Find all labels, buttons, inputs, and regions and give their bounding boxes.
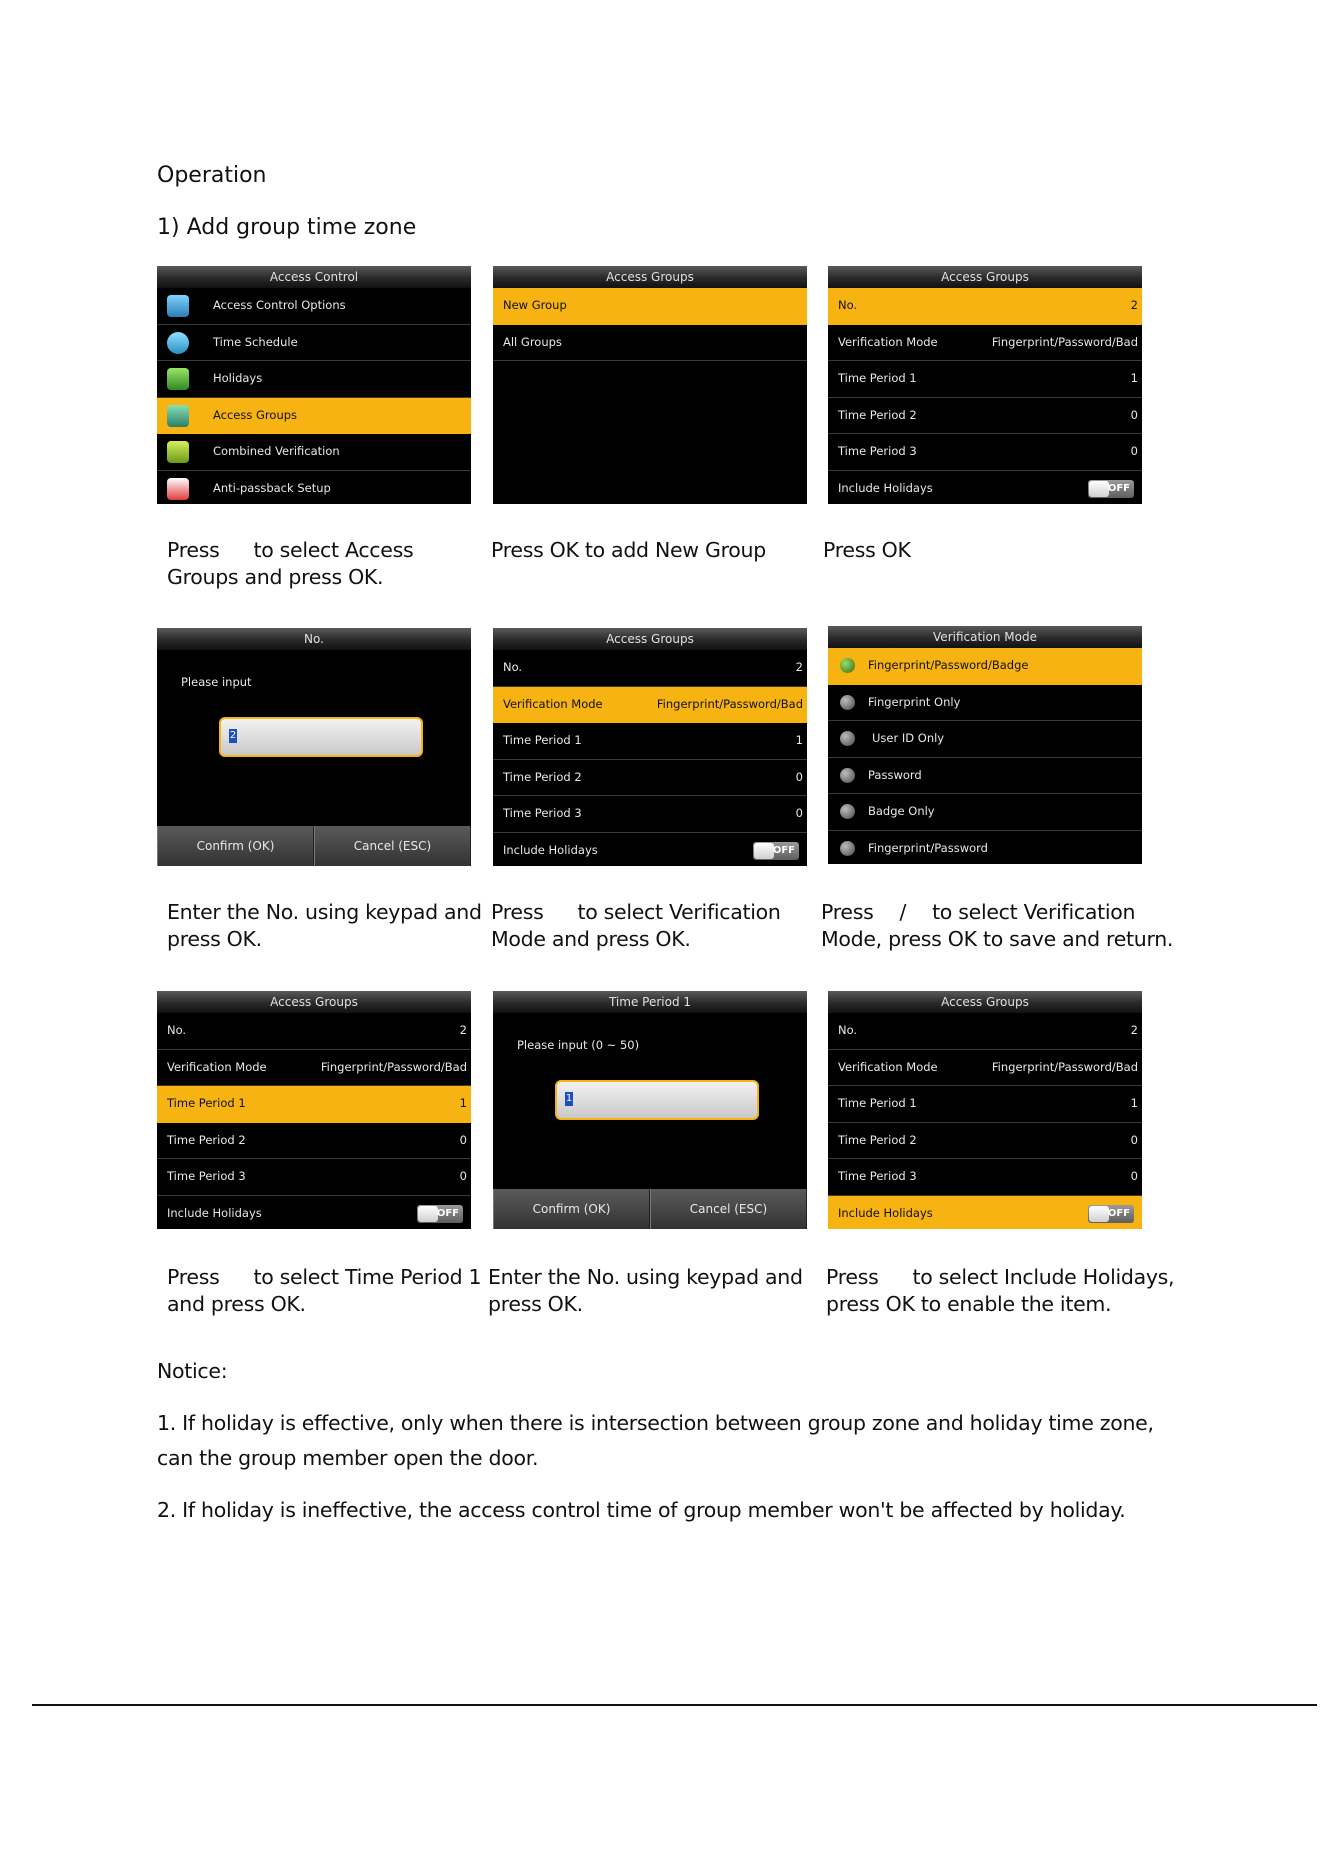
menu-item-all-groups[interactable]: All Groups — [493, 325, 807, 362]
screen-access-groups-form-3 — [157, 991, 471, 1229]
menu-item-access-groups[interactable]: Access Groups — [157, 398, 471, 435]
notice-paragraph-2: 2. If holiday is ineffective, the access control time of group member won't be affected by holiday. — [157, 1498, 1126, 1522]
field-include-holidays[interactable]: Include Holidays OFF — [828, 471, 1142, 505]
caption-step-4: Enter the No. using keypad and press OK. — [167, 900, 482, 951]
field-time-period-1[interactable]: Time Period 1 1 — [828, 1086, 1142, 1123]
notice-title: Notice: — [157, 1359, 228, 1383]
screen-no-input — [157, 628, 471, 866]
screen-access-groups-form-2 — [493, 628, 807, 866]
caption-step-8: Enter the No. using keypad and press OK. — [488, 1265, 803, 1316]
footer-divider — [32, 1704, 1317, 1706]
input-prompt: Please input (0 ~ 50) — [517, 1038, 640, 1052]
field-no[interactable]: No. 2 — [493, 650, 807, 687]
holidays-toggle[interactable]: OFF — [753, 842, 799, 860]
combined-verification-icon — [167, 441, 189, 463]
screen-title: Verification Mode — [828, 626, 1142, 648]
caption-step-7: Press to select Time Period 1 and press OK. — [167, 1265, 482, 1316]
field-include-holidays[interactable]: Include Holidays OFF — [157, 1196, 471, 1230]
caption-step-1: Press to select Access Groups and press OK. — [167, 538, 414, 589]
menu-item-combined-verification[interactable]: Combined Verification — [157, 434, 471, 471]
notice-paragraph-1: 1. If holiday is effective, only when there is intersection between group zone and holiday time zone, can the group member open the door. — [157, 1411, 1154, 1470]
field-time-period-2[interactable]: Time Period 2 0 — [828, 1123, 1142, 1160]
screen-title: Access Groups — [493, 266, 807, 288]
field-time-period-2[interactable]: Time Period 2 0 — [828, 398, 1142, 435]
subheading: 1) Add group time zone — [157, 215, 417, 240]
screen-title: No. — [157, 628, 471, 650]
screen-title: Access Groups — [828, 991, 1142, 1013]
screen-access-groups-form-4 — [828, 991, 1142, 1229]
clock-icon — [167, 332, 189, 354]
menu-item-new-group[interactable]: New Group — [493, 288, 807, 325]
screen-title: Access Groups — [157, 991, 471, 1013]
option-badge-only[interactable]: Badge Only — [828, 794, 1142, 831]
radio-icon — [840, 695, 855, 710]
confirm-button[interactable]: Confirm (OK) — [157, 826, 314, 866]
screen-access-groups-menu — [493, 266, 807, 504]
screen-access-control — [157, 266, 471, 504]
field-time-period-3[interactable]: Time Period 3 0 — [828, 434, 1142, 471]
radio-icon — [840, 804, 855, 819]
field-time-period-1[interactable]: Time Period 1 1 — [493, 723, 807, 760]
menu-item-access-control-options[interactable]: Access Control Options — [157, 288, 471, 325]
no-input-field[interactable]: 2 — [219, 717, 423, 757]
field-include-holidays[interactable]: Include Holidays OFF — [828, 1196, 1142, 1230]
screen-title: Access Groups — [828, 266, 1142, 288]
anti-passback-icon — [167, 478, 189, 500]
screen-access-groups-form-1 — [828, 266, 1142, 504]
menu-item-holidays[interactable]: Holidays — [157, 361, 471, 398]
radio-icon — [840, 841, 855, 856]
holidays-toggle[interactable]: OFF — [1088, 480, 1134, 498]
input-prompt: Please input — [181, 675, 252, 689]
field-no[interactable]: No. 2 — [157, 1013, 471, 1050]
field-verification-mode[interactable]: Verification Mode Fingerprint/Password/Bad — [828, 325, 1142, 362]
option-fingerprint-password-badge[interactable]: Fingerprint/Password/Badge — [828, 648, 1142, 685]
radio-icon — [840, 731, 855, 746]
option-fingerprint-password[interactable]: Fingerprint/Password — [828, 831, 1142, 865]
caption-step-2: Press OK to add New Group — [491, 538, 766, 562]
field-include-holidays[interactable]: Include Holidays OFF — [493, 833, 807, 867]
screen-title: Time Period 1 — [493, 991, 807, 1013]
screen-time-period-input — [493, 991, 807, 1229]
screen-title: Access Groups — [493, 628, 807, 650]
confirm-button[interactable]: Confirm (OK) — [493, 1189, 650, 1229]
field-verification-mode[interactable]: Verification Mode Fingerprint/Password/Bad — [157, 1050, 471, 1087]
access-options-icon — [167, 295, 189, 317]
group-icon — [167, 405, 189, 427]
field-no[interactable]: No. 2 — [828, 288, 1142, 325]
field-verification-mode[interactable]: Verification Mode Fingerprint/Password/Bad — [493, 687, 807, 724]
cancel-button[interactable]: Cancel (ESC) — [650, 1189, 807, 1229]
caption-step-5: Press to select Verification Mode and press OK. — [491, 900, 781, 951]
field-time-period-3[interactable]: Time Period 3 0 — [828, 1159, 1142, 1196]
screen-verification-mode — [828, 626, 1142, 864]
field-no[interactable]: No. 2 — [828, 1013, 1142, 1050]
caption-step-3: Press OK — [823, 538, 911, 562]
calendar-icon — [167, 368, 189, 390]
option-user-id-only[interactable]: User ID Only — [828, 721, 1142, 758]
radio-selected-icon — [840, 658, 855, 673]
field-time-period-1[interactable]: Time Period 1 1 — [157, 1086, 471, 1123]
menu-item-time-schedule[interactable]: Time Schedule — [157, 325, 471, 362]
holidays-toggle[interactable]: OFF — [1088, 1205, 1134, 1223]
holidays-toggle[interactable]: OFF — [417, 1205, 463, 1223]
field-time-period-2[interactable]: Time Period 2 0 — [493, 760, 807, 797]
caption-step-6: Press / to select Verification Mode, press OK to save and return. — [821, 900, 1174, 951]
cancel-button[interactable]: Cancel (ESC) — [314, 826, 471, 866]
field-time-period-3[interactable]: Time Period 3 0 — [493, 796, 807, 833]
option-fingerprint-only[interactable]: Fingerprint Only — [828, 685, 1142, 722]
time-period-input-field[interactable]: 1 — [555, 1080, 759, 1120]
menu-item-anti-passback[interactable]: Anti-passback Setup — [157, 471, 471, 505]
option-password[interactable]: Password — [828, 758, 1142, 795]
field-verification-mode[interactable]: Verification Mode Fingerprint/Password/Bad — [828, 1050, 1142, 1087]
caption-step-9: Press to select Include Holidays, press OK to enable the item. — [826, 1265, 1175, 1316]
heading: Operation — [157, 163, 267, 188]
radio-icon — [840, 768, 855, 783]
field-time-period-3[interactable]: Time Period 3 0 — [157, 1159, 471, 1196]
field-time-period-1[interactable]: Time Period 1 1 — [828, 361, 1142, 398]
screen-title: Access Control — [157, 266, 471, 288]
field-time-period-2[interactable]: Time Period 2 0 — [157, 1123, 471, 1160]
